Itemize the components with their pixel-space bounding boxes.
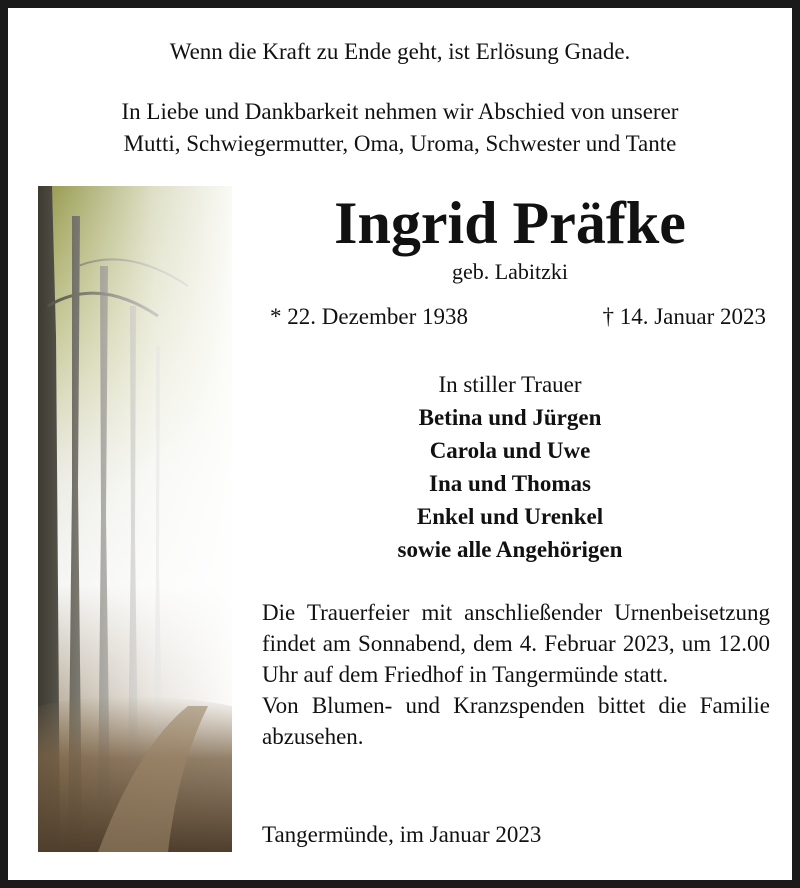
mourners-heading: In stiller Trauer bbox=[438, 372, 582, 397]
death-date: † 14. Januar 2023 bbox=[602, 304, 766, 329]
intro-line-2: Mutti, Schwiegermutter, Oma, Uroma, Schwester und Tante bbox=[123, 131, 677, 156]
misty-forest-path-photo bbox=[38, 186, 232, 852]
funeral-details bbox=[262, 597, 770, 752]
deceased-name: Ingrid Präfke bbox=[334, 190, 686, 256]
intro-text bbox=[28, 96, 772, 160]
mourner-name: Carola und Uwe bbox=[429, 438, 591, 463]
obituary-card bbox=[8, 8, 792, 880]
mourner-name: Betina und Jürgen bbox=[418, 405, 602, 430]
mourners-block bbox=[248, 368, 772, 566]
funeral-announcement: Die Trauerfeier mit anschließender Urnenbeisetzung findet am Sonnabend, dem 4. Februar 2023, um 12.00 Uhr auf dem Friedhof in Tangermünde statt. bbox=[262, 600, 770, 687]
motto: Wenn die Kraft zu Ende geht, ist Erlösung Gnade. bbox=[169, 39, 631, 64]
place-and-date: Tangermünde, im Januar 2023 bbox=[262, 822, 542, 847]
intro-line-1: In Liebe und Dankbarkeit nehmen wir Abschied von unserer bbox=[121, 99, 679, 124]
birth-date: * 22. Dezember 1938 bbox=[270, 304, 468, 329]
mourner-name: sowie alle Angehörigen bbox=[397, 537, 623, 562]
mourner-name: Ina und Thomas bbox=[429, 471, 591, 496]
flower-request: Von Blumen- und Kranzspenden bittet die Familie abzusehen. bbox=[262, 693, 770, 749]
maiden-name: geb. Labitzki bbox=[451, 259, 569, 284]
forest-illustration bbox=[38, 186, 232, 852]
mourner-name: Enkel und Urenkel bbox=[416, 504, 604, 529]
